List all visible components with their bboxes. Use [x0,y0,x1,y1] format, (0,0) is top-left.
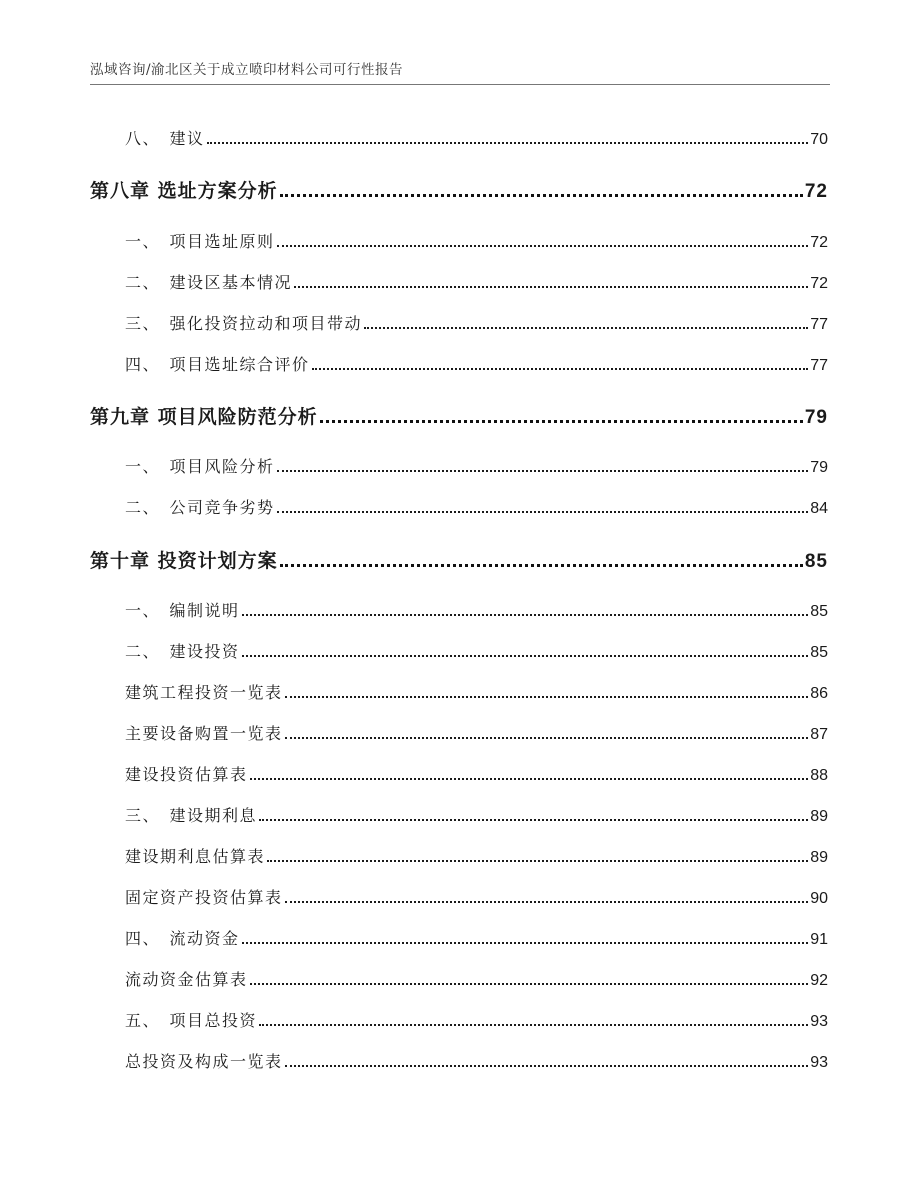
dot-leader [320,420,803,423]
dot-leader [277,470,809,472]
dot-leader [280,564,803,567]
toc-entry-label: 二、 公司竞争劣势 [125,498,275,517]
toc-entry-label: 流动资金估算表 [125,970,248,989]
toc-chapter-page: 79 [804,407,828,428]
toc-chapter-label: 第九章 项目风险防范分析 [90,406,318,428]
toc-entry[interactable] [125,352,828,375]
dot-leader [277,245,809,247]
toc-entry[interactable] [125,639,828,662]
dot-leader [280,194,803,197]
toc-entry-label: 八、 建议 [125,129,205,148]
toc-entry-label: 三、 建设期利息 [125,806,258,825]
dot-leader [259,819,808,821]
toc-entry[interactable] [125,270,828,293]
dot-leader [285,696,809,698]
dot-leader [250,778,809,780]
toc-entry-page: 89 [810,849,828,866]
toc-entry[interactable] [125,598,828,621]
toc-entry-label: 建设期利息估算表 [125,847,266,866]
toc-chapter-label: 第十章 投资计划方案 [90,550,278,572]
toc-entry-page: 88 [810,767,828,784]
toc-entry-page: 92 [810,972,828,989]
toc-entry-page: 85 [810,603,828,620]
toc-entry-label: 二、 建设投资 [125,642,240,661]
toc-entry-page: 77 [810,316,828,333]
toc-chapter-label: 第八章 选址方案分析 [90,180,278,202]
toc-table-entry[interactable] [125,680,828,703]
running-header: 泓域咨询/渝北区关于成立喷印材料公司可行性报告 [90,58,830,85]
toc-chapter-page: 85 [804,551,828,572]
dot-leader [207,142,809,144]
toc-entry-page: 90 [810,890,828,907]
dot-leader [364,327,808,329]
dot-leader [242,655,809,657]
toc-entry-page: 89 [810,808,828,825]
dot-leader [250,983,809,985]
toc-entry-page: 93 [810,1013,828,1030]
toc-entry-page: 87 [810,726,828,743]
toc-table-entry[interactable] [125,721,828,744]
toc-entry-label: 建设投资估算表 [125,765,248,784]
dot-leader [242,942,809,944]
toc-entry-label: 建筑工程投资一览表 [125,683,283,702]
toc-entry-page: 72 [810,234,828,251]
toc-entry[interactable] [125,126,828,149]
toc-entry[interactable] [125,803,828,826]
toc-entry-page: 84 [810,500,828,517]
dot-leader [294,286,808,288]
toc-entry-label: 四、 项目选址综合评价 [125,355,310,374]
dot-leader [285,737,809,739]
toc-entry-label: 一、 项目选址原则 [125,232,275,251]
toc-table-entry[interactable] [125,1049,828,1072]
toc-entry-page: 93 [810,1054,828,1071]
toc-table-entry[interactable] [125,844,828,867]
dot-leader [277,511,809,513]
toc-table-entry[interactable] [125,885,828,908]
toc-entry-page: 70 [810,131,828,148]
toc-entry-page: 91 [810,931,828,948]
toc-table-entry[interactable] [125,762,828,785]
toc-entry-page: 85 [810,644,828,661]
toc-entry-label: 四、 流动资金 [125,929,240,948]
dot-leader [285,901,809,903]
toc-chapter[interactable] [90,176,828,203]
toc-entry[interactable] [125,229,828,252]
toc-entry-label: 一、 编制说明 [125,601,240,620]
dot-leader [285,1065,809,1067]
toc-chapter[interactable] [90,402,828,429]
toc-entry-label: 主要设备购置一览表 [125,724,283,743]
toc-chapter[interactable] [90,546,828,573]
toc-entry-label: 总投资及构成一览表 [125,1052,283,1071]
toc-entry-label: 三、 强化投资拉动和项目带动 [125,314,363,333]
dot-leader [242,614,809,616]
toc-entry[interactable] [125,1008,828,1031]
toc-entry-page: 72 [810,275,828,292]
toc-entry[interactable] [125,926,828,949]
toc-entry[interactable] [125,311,828,334]
toc-entry-page: 77 [810,357,828,374]
toc-table-entry[interactable] [125,967,828,990]
toc-entry-label: 一、 项目风险分析 [125,457,275,476]
toc-entry[interactable] [125,454,828,477]
dot-leader [312,368,809,370]
toc-entry[interactable] [125,495,828,518]
toc-entry-label: 二、 建设区基本情况 [125,273,293,292]
toc-entry-page: 86 [810,685,828,702]
toc-chapter-page: 72 [804,181,828,202]
toc-entry-page: 79 [810,459,828,476]
dot-leader [267,860,808,862]
toc-entry-label: 五、 项目总投资 [125,1011,258,1030]
toc-entry-label: 固定资产投资估算表 [125,888,283,907]
dot-leader [259,1024,808,1026]
